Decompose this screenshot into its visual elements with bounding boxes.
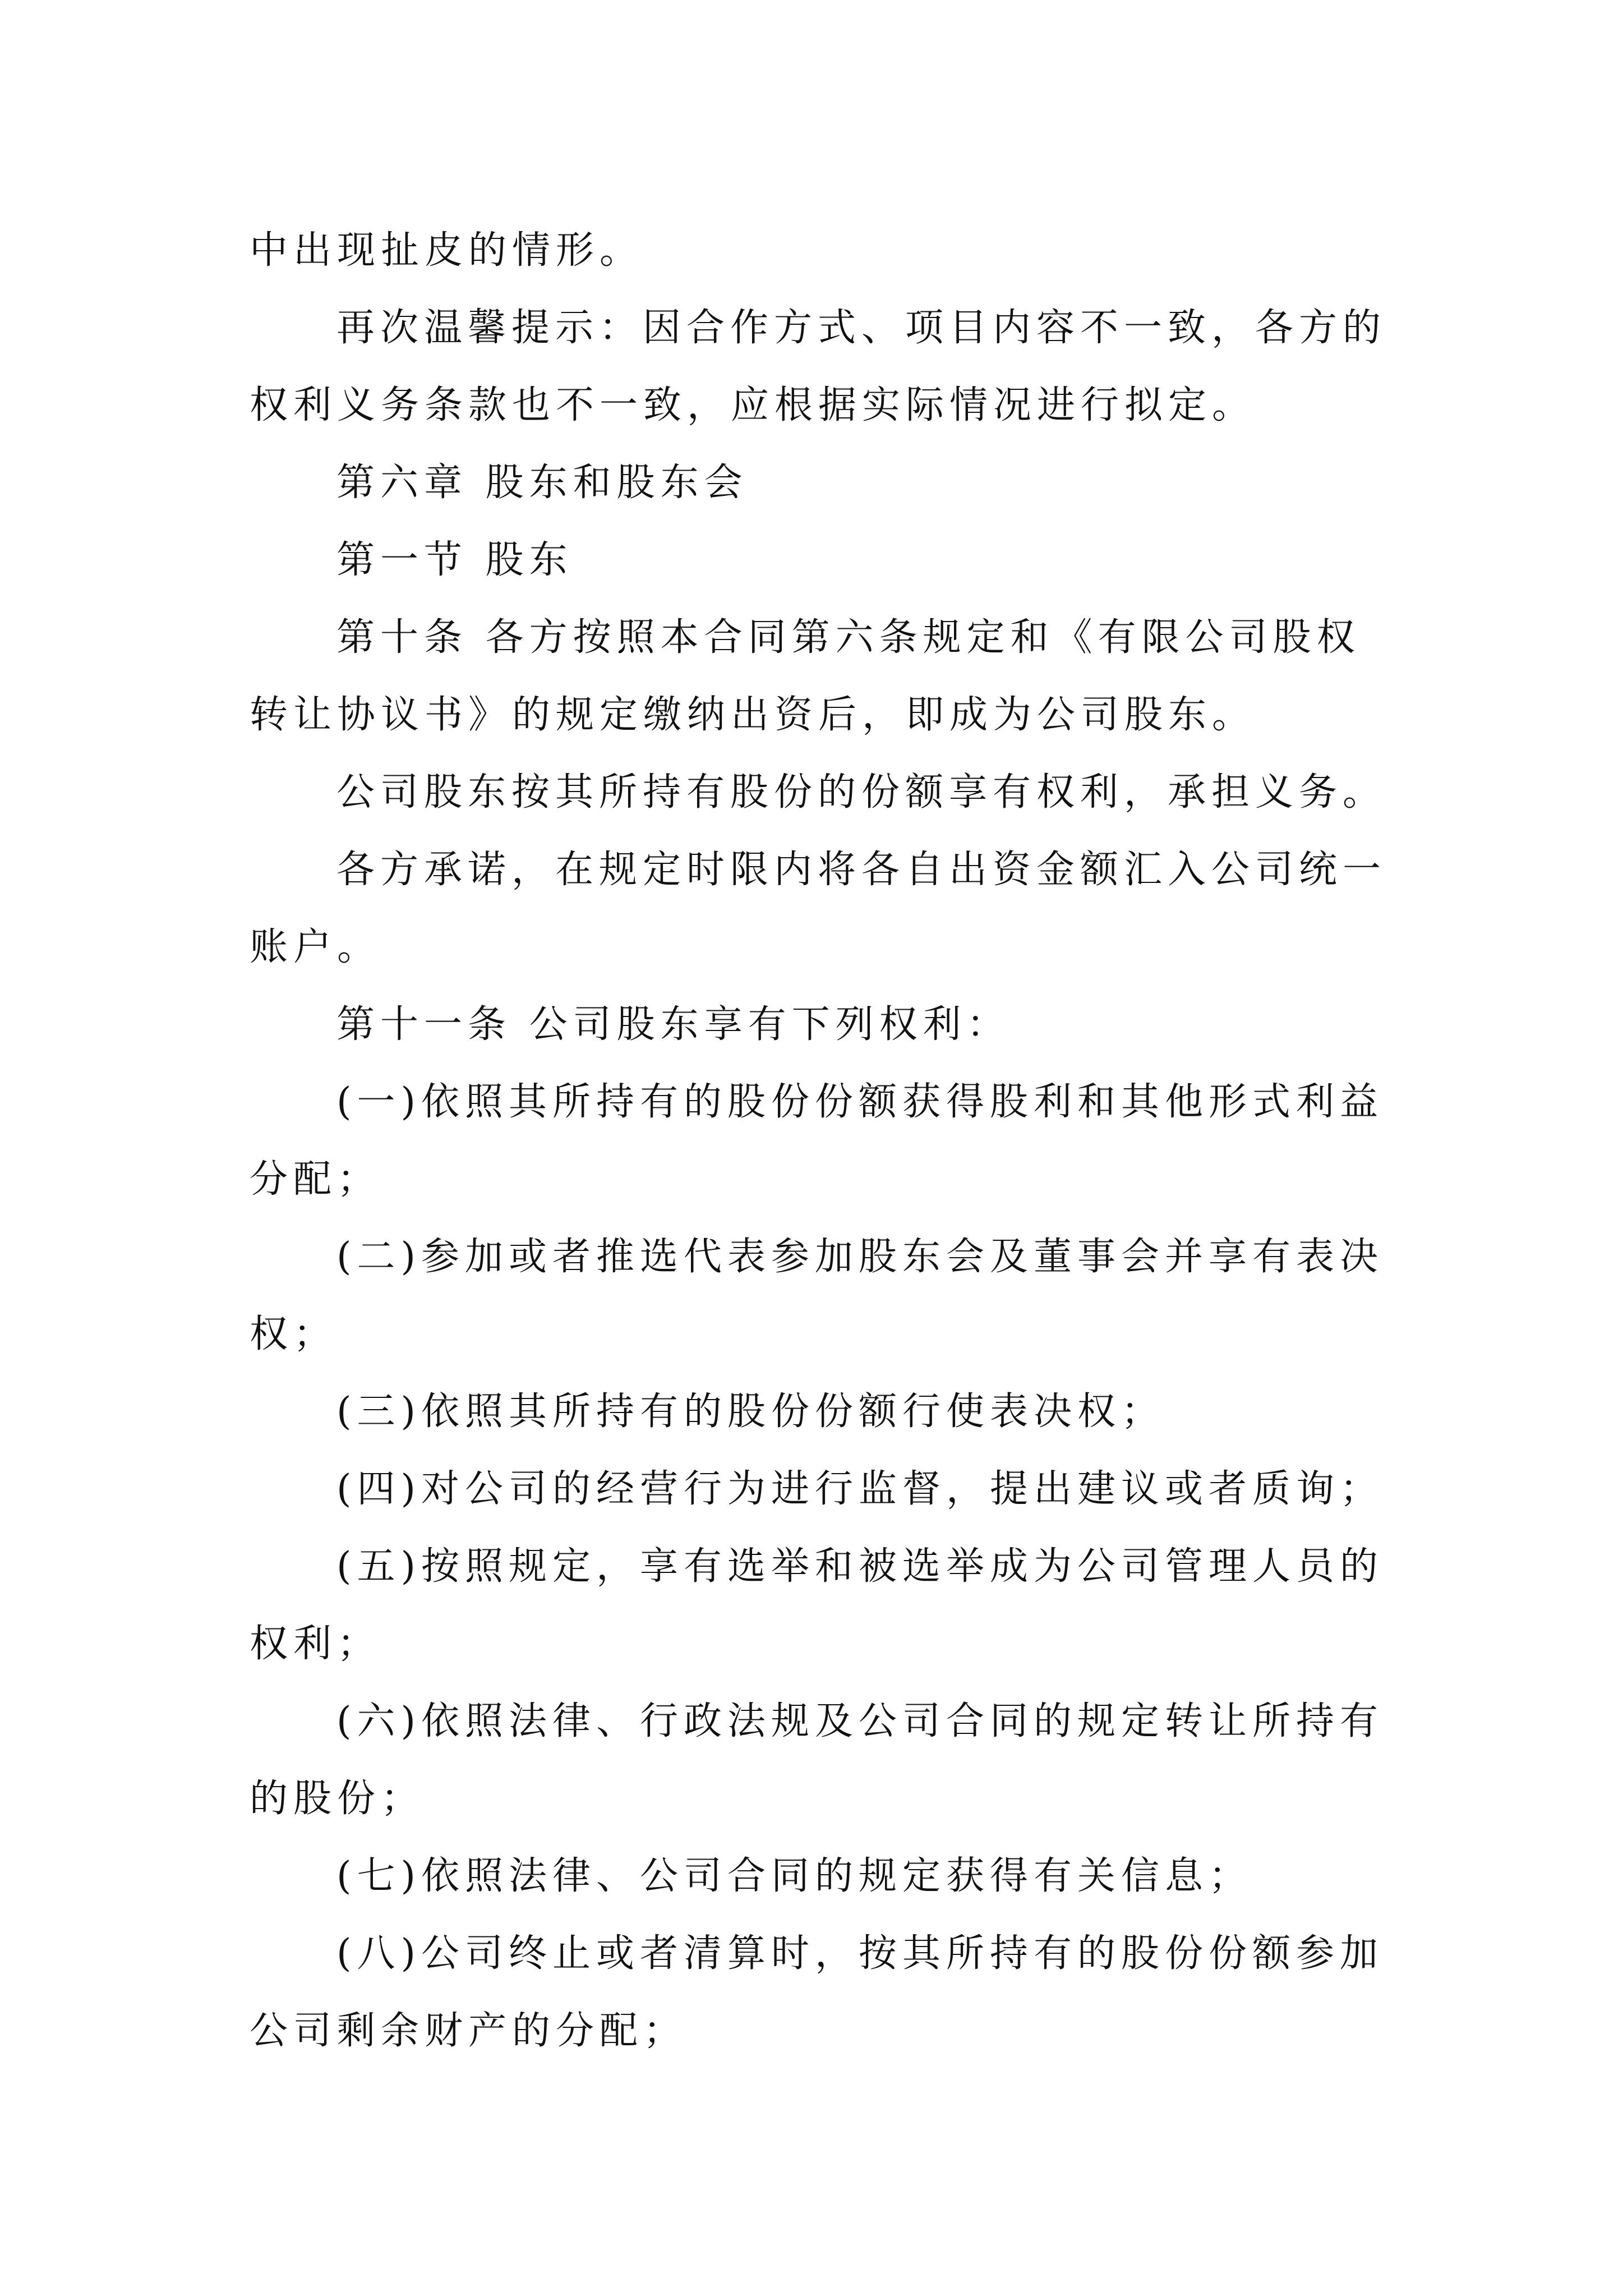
text-line: 账户。 xyxy=(250,925,381,969)
text-line: 再次温馨提示：因合作方式、项目内容不一致，各方的 xyxy=(336,306,1387,350)
text-line: 公司剩余财产的分配； xyxy=(250,2009,688,2053)
list-item: (二)参加或者推选代表参加股东会及董事会并享有表决 xyxy=(336,1235,1384,1279)
text-line: 公司股东按其所持有股份的份额享有权利，承担义务。 xyxy=(336,770,1387,815)
list-item: (七)依照法律、公司合同的规定获得有关信息； xyxy=(336,1854,1253,1898)
text-line: 权利义务条款也不一致，应根据实际情况进行拟定。 xyxy=(250,383,1256,427)
text-line: 各方承诺，在规定时限内将各自出资金额汇入公司统一 xyxy=(336,848,1387,892)
text-line: 中出现扯皮的情形。 xyxy=(250,228,644,273)
text-line: 第十条 各方按照本合同第六条规定和《有限公司股权 xyxy=(336,615,1361,660)
section-heading: 第一节 股东 xyxy=(336,538,573,582)
text-line: 权； xyxy=(250,1312,338,1356)
document-body xyxy=(250,212,1387,2070)
text-line: 的股份； xyxy=(250,1777,425,1821)
list-item: (一)依照其所持有的股份份额获得股利和其他形式利益 xyxy=(336,1080,1384,1124)
chapter-heading: 第六章 股东和股东会 xyxy=(336,461,748,505)
list-item: (四)对公司的经营行为进行监督，提出建议或者质询； xyxy=(336,1467,1384,1511)
list-item: (六)依照法律、行政法规及公司合同的规定转让所持有 xyxy=(336,1699,1384,1743)
list-item: (八)公司终止或者清算时，按其所持有的股份份额参加 xyxy=(336,1931,1384,1976)
list-item: (五)按照规定，享有选举和被选举成为公司管理人员的 xyxy=(336,1544,1384,1589)
text-line: 转让协议书》的规定缴纳出资后，即成为公司股东。 xyxy=(250,693,1256,737)
list-item: (三)依照其所持有的股份份额行使表决权； xyxy=(336,1389,1165,1434)
text-line: 权利； xyxy=(250,1622,381,1666)
article-heading: 第十一条 公司股东享有下列权利： xyxy=(336,1002,1011,1047)
text-line: 分配； xyxy=(250,1157,381,1202)
